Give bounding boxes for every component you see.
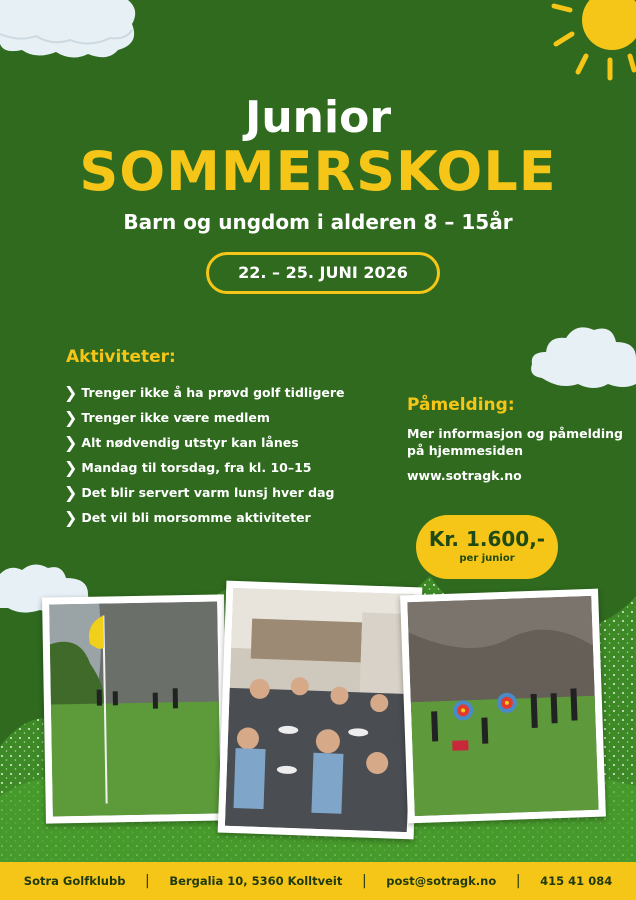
price-badge xyxy=(416,515,558,579)
footer-separator: | xyxy=(515,873,521,889)
activities-list xyxy=(64,382,345,532)
photo-lunch xyxy=(218,581,423,840)
registration-url[interactable]: www.sotragk.no xyxy=(407,468,522,483)
chevron-right-icon: ❯ xyxy=(64,433,78,452)
footer-club-name: Sotra Golfklubb xyxy=(23,874,126,888)
price-unit: per junior xyxy=(459,553,515,564)
title-sommerskole: SOMMERSKOLE xyxy=(79,140,557,203)
footer-contact-bar xyxy=(0,862,636,900)
registration-heading: Påmelding: xyxy=(407,395,515,415)
title-junior: Junior xyxy=(244,92,392,143)
date-text: 22. – 25. JUNI 2026 xyxy=(238,263,408,282)
list-item: ❯ Trenger ikke være medlem xyxy=(64,408,270,427)
chevron-right-icon: ❯ xyxy=(64,408,78,427)
sun-icon xyxy=(540,0,636,86)
footer-email[interactable]: post@sotragk.no xyxy=(386,874,497,888)
list-item: ❯ Det blir servert varm lunsj hver dag xyxy=(64,483,335,502)
chevron-right-icon: ❯ xyxy=(64,483,78,502)
registration-text: Mer informasjon og påmelding på hjemmesiden xyxy=(407,426,623,458)
photo-golf-green xyxy=(42,594,228,823)
list-item: ❯ Det vil bli morsomme aktiviteter xyxy=(64,508,311,527)
price-amount: Kr. 1.600,- xyxy=(428,527,546,551)
footer-separator: | xyxy=(145,873,150,889)
list-item: ❯ Trenger ikke å ha prøvd golf tidligere xyxy=(64,383,345,402)
footer-phone[interactable]: 415 41 084 xyxy=(540,874,613,888)
cloud-icon xyxy=(528,318,636,392)
subtitle-age: Barn og ungdom i alderen 8 – 15år xyxy=(123,210,513,234)
footer-address: Bergalia 10, 5360 Kolltveit xyxy=(169,874,343,888)
activities-heading: Aktiviteter: xyxy=(66,347,176,367)
chevron-right-icon: ❯ xyxy=(64,508,78,527)
chevron-right-icon: ❯ xyxy=(64,458,78,477)
list-item: ❯ Mandag til torsdag, fra kl. 10–15 xyxy=(64,458,312,477)
footer-separator: | xyxy=(361,873,367,889)
photo-archery xyxy=(400,589,606,824)
chevron-right-icon: ❯ xyxy=(64,383,78,402)
list-item: ❯ Alt nødvendig utstyr kan lånes xyxy=(64,433,299,452)
cloud-icon xyxy=(0,0,140,62)
date-badge xyxy=(206,252,440,294)
